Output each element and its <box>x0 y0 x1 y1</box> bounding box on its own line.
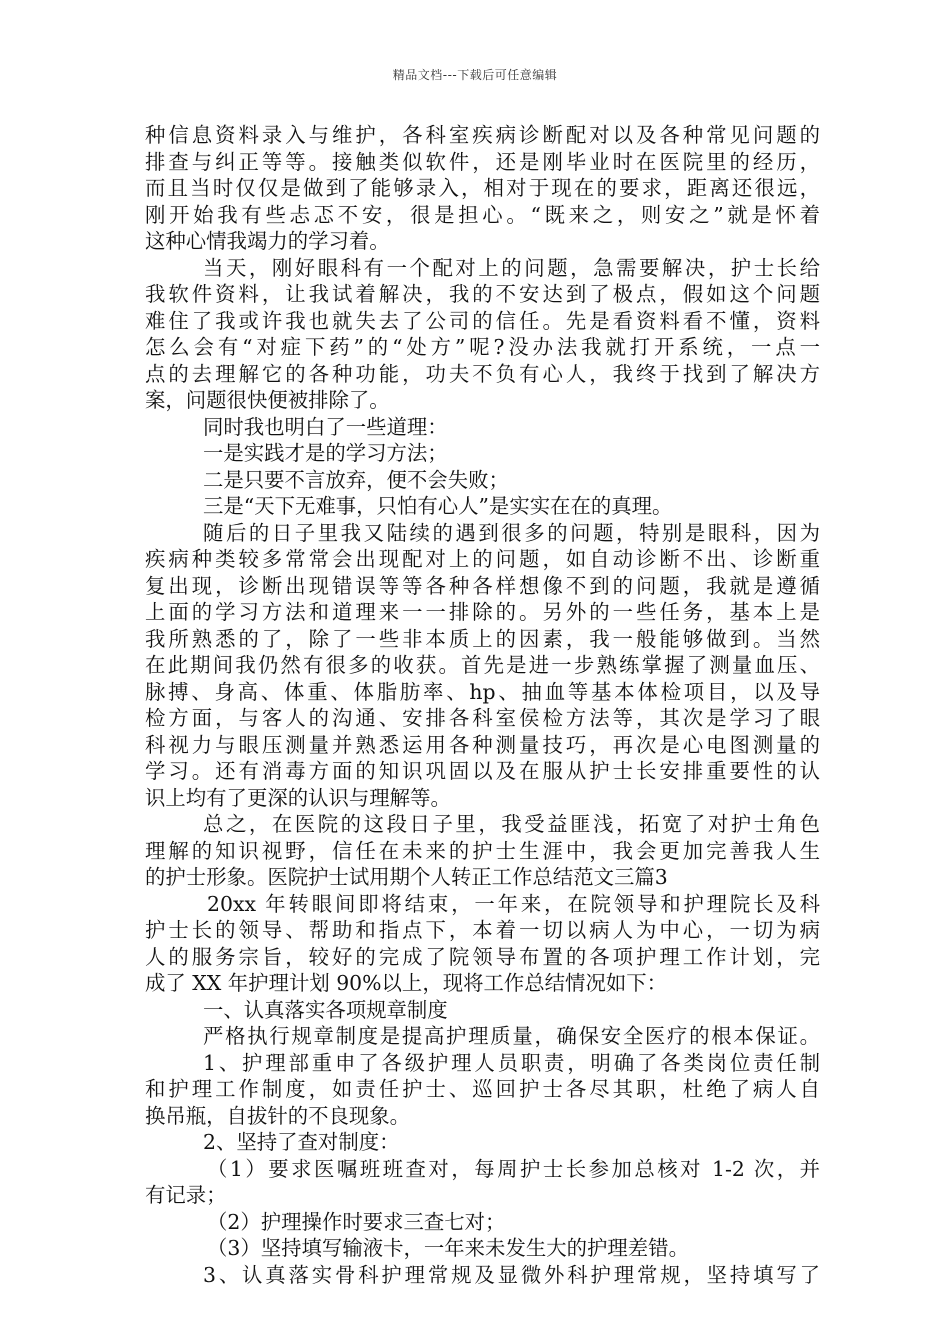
text-line: 难住了我或许我也就失去了公司的信任。先是看资料看不懂，资料 <box>145 308 820 333</box>
text-line: （2）护理操作时要求三查七对； <box>207 1209 506 1234</box>
text-line: 点的去理解它的各种功能，功夫不负有心人，我终于找到了解决方 <box>145 361 820 386</box>
text-line: 检方面，与客人的沟通、安排各科室侯检方法等，其次是学习了眼 <box>145 706 820 730</box>
text-line: 二是只要不言放弃，便不会失败； <box>203 467 509 492</box>
text-line: 和护理工作制度，如责任护士、巡回护士各尽其职，杜绝了病人自 <box>145 1077 820 1101</box>
text-line: 科视力与眼压测量并熟悉运用各种测量技巧，再次是心电图测量的 <box>145 732 820 757</box>
text-line: 当天，刚好眼科有一个配对上的问题，急需要解决，护士长给 <box>203 255 820 280</box>
text-line: 同时我也明白了一些道理： <box>203 414 448 439</box>
text-line: 随后的日子里我又陆续的遇到很多的问题，特别是眼科，因为 <box>203 520 820 545</box>
text-line: 成了 XX 年护理计划 90%以上，现将工作总结情况如下： <box>145 971 667 995</box>
text-line: 上面的学习方法和道理来一一排除的。另外的一些任务，基本上是 <box>145 600 820 624</box>
text-line: 人的服务宗旨，较好的完成了院领导布置的各项护理工作计划，完 <box>145 944 820 969</box>
text-line: 换吊瓶，自拔针的不良现象。 <box>145 1103 411 1128</box>
text-line: 疾病种类较多常常会出现配对上的问题，如自动诊断不出、诊断重 <box>145 547 820 571</box>
text-line: 怎么会有“对症下药”的“处方”呢?没办法我就打开系统，一点一 <box>145 335 820 359</box>
text-line: 我所熟悉的了，除了一些非本质上的因素，我一般能够做到。当然 <box>145 626 820 651</box>
text-line: 案，问题很快便被排除了。 <box>145 388 390 412</box>
text-line: 护士长的领导、帮助和指点下，本着一切以病人为中心，一切为病 <box>145 918 820 942</box>
text-line: 复出现，诊断出现错误等等各种各样想像不到的问题，我就是遵循 <box>145 573 820 598</box>
text-line: 总之，在医院的这段日子里，我受益匪浅，拓宽了对护士角色 <box>203 812 820 836</box>
text-line: 在此期间我仍然有很多的收获。首先是进一步熟练掌握了测量血压、 <box>145 653 820 677</box>
document-body <box>145 122 820 1288</box>
page-header: 精品文档---下载后可任意编辑 <box>392 68 558 82</box>
text-line: 这种心情我竭力的学习着。 <box>145 229 390 253</box>
text-line: 种信息资料录入与维护，各科室疾病诊断配对以及各种常见问题的 <box>145 123 820 147</box>
text-line: 而且当时仅仅是做到了能够录入，相对于现在的要求，距离还很远， <box>145 176 820 200</box>
text-line: 刚开始我有些忐忑不安，很是担心。“既来之，则安之”就是怀着 <box>145 202 820 227</box>
text-line: 一、认真落实各项规章制度 <box>203 997 448 1022</box>
text-line: 严格执行规章制度是提高护理质量，确保安全医疗的根本保证。 <box>203 1024 820 1048</box>
text-line: 排查与纠正等等。接触类似软件，还是刚毕业时在医院里的经历， <box>145 149 820 174</box>
text-line: 脉搏、身高、体重、体脂肪率、hp、抽血等基本体检项目，以及导 <box>145 679 820 704</box>
text-line: 三是“天下无难事，只怕有心人”是实实在在的真理。 <box>203 494 673 518</box>
text-line: （3）坚持填写输液卡，一年来未发生大的护理差错。 <box>207 1236 689 1260</box>
text-line: （1）要求医嘱班班查对，每周护士长参加总核对 1-2 次，并 <box>207 1156 820 1181</box>
text-line: 的护士形象。医院护士试用期个人转正工作总结范文三篇3 <box>145 865 668 889</box>
text-line: 20xx 年转眼间即将结束，一年来，在院领导和护理院长及科 <box>207 891 820 916</box>
text-line: 3、认真落实骨科护理常规及显微外科护理常规，坚持填写了 <box>203 1262 820 1287</box>
text-line: 识上均有了更深的认识与理解等。 <box>145 785 451 810</box>
text-line: 理解的知识视野，信任在未来的护士生涯中，我会更加完善我人生 <box>145 838 820 863</box>
text-line: 我软件资料，让我试着解决，我的不安达到了极点，假如这个问题 <box>145 282 820 306</box>
text-line: 学习。还有消毒方面的知识巩固以及在服从护士长安排重要性的认 <box>145 759 820 783</box>
text-line: 2、坚持了查对制度： <box>203 1130 400 1154</box>
text-line: 有记录； <box>145 1183 227 1207</box>
text-line: 一是实践才是的学习方法； <box>203 441 448 465</box>
text-line: 1、护理部重申了各级护理人员职责，明确了各类岗位责任制 <box>203 1050 820 1075</box>
